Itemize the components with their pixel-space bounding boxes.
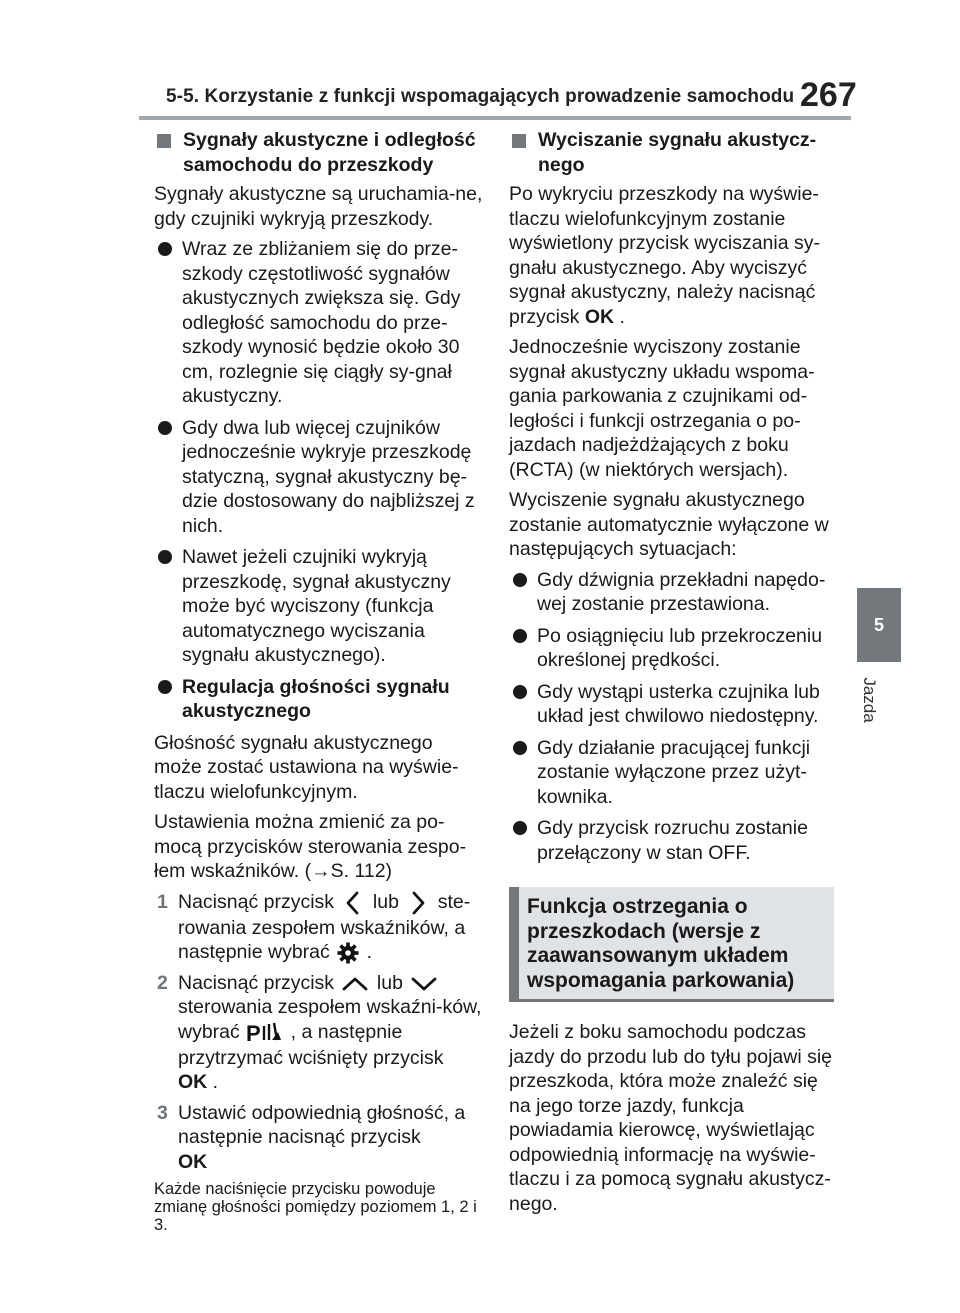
square-bullet-icon: [157, 134, 171, 148]
bullet-dot-icon: [513, 685, 527, 699]
page-number: 267: [800, 76, 857, 114]
square-bullet-icon: [512, 134, 526, 148]
paragraph: Ustawienia można zmienić za po-mocą przycisków sterowania zespo-łem wskaźników. (→S. 112): [154, 811, 467, 882]
bullet-dot-icon: [158, 550, 172, 564]
bullet-item: Wraz ze zbliżaniem się do prze-szkody częstotliwość sygnałów akustycznych zwiększa się. Gdy odległość samochodu do prze-szkody wynosić będzie około 30 cm, rozlegnie się ciągły sy-gnał akustyczny.: [154, 237, 484, 409]
bullet-item: Nawet jeżeli czujniki wykryją przeszkodę, sygnał akustyczny może być wyciszony (funkcja automatycznego wyciszania sygnału akustycznego).: [154, 545, 484, 668]
bullet-dot-icon: [158, 421, 172, 435]
step-number: 3: [157, 1101, 168, 1124]
bullet-item: Po osiągnięciu lub przekroczeniu określonej prędkości.: [509, 624, 834, 673]
bullet-item: Gdy wystąpi usterka czujnika lub układ jest chwilowo niedostępny.: [509, 680, 834, 729]
bullet-item: Gdy działanie pracującej funkcji zostanie wyłączone przez użyt-kownika.: [509, 736, 834, 810]
step-number: 2: [157, 971, 168, 994]
step-2: 2 Nacisnąć przycisk lub sterowania zespołem wskaźni-ków, wybrać P , a następnie przytrzymać wciśnięty przycisk OK .: [154, 971, 484, 1095]
ok-button-icon: OK: [584, 305, 615, 328]
left-column: [154, 128, 484, 1234]
bullet-dot-icon: [158, 680, 172, 694]
bullet-heading-volume: Regulacja głośności sygnału akustycznego: [154, 675, 484, 724]
paragraph: Sygnały akustyczne są uruchamia-ne, gdy czujniki wykryją przeszkody.: [154, 183, 483, 230]
bullet-item: Gdy dwa lub więcej czujników jednocześnie wykryje przeszkodę statyczną, sygnał akustyczny bę-dzie dostosowany do najbliższej z nich.: [154, 416, 484, 539]
bullet-item: Gdy przycisk rozruchu zostanie przełączony w stan OFF.: [509, 816, 834, 865]
chevron-down-icon: [408, 973, 440, 995]
page-header-title: 5-5. Korzystanie z funkcji wspomagających prowadzenie samochodu: [166, 86, 795, 107]
chevron-left-icon: [339, 890, 367, 916]
header-divider: [139, 116, 851, 120]
ok-button-icon: OK: [178, 1150, 208, 1173]
note-text: Każde naciśnięcie przycisku powoduje zmianę głośności pomiędzy poziomem 1, 2 i 3.: [154, 1180, 477, 1235]
step-number: 1: [157, 890, 168, 913]
paragraph: Jeżeli z boku samochodu podczas jazdy do przodu lub do tyłu pojawi się przeszkoda, która może znaleźć się na jego torze jazdy, funkcja powiadamia kierowcę, wyświetlając odpowiednią informację na wyświe-tlaczu i za pomocą sygnału akustycz-nego.: [509, 1021, 833, 1215]
svg-text:P: P: [246, 1020, 261, 1046]
bullet-dot-icon: [513, 741, 527, 755]
section-heading-sound-signals: Sygnały akustyczne i odległość samochodu do przeszkody: [154, 128, 484, 177]
bullet-dot-icon: [513, 573, 527, 587]
bullet-dot-icon: [513, 629, 527, 643]
section-heading-mute: Wyciszanie sygnału akustycz-nego: [509, 128, 834, 177]
chapter-tab: 5: [857, 588, 901, 662]
paragraph: Wyciszenie sygnału akustycznego zostanie automatycznie wyłączone w następujących sytuacjach:: [509, 489, 829, 560]
bullet-dot-icon: [158, 242, 172, 256]
step-3: 3 Ustawić odpowiednią głośność, a następnie nacisnąć przycisk OK: [154, 1101, 484, 1175]
chapter-label: Jazda: [860, 677, 879, 723]
chevron-right-icon: [404, 890, 432, 916]
chevron-up-icon: [339, 973, 371, 995]
section-box-heading: Funkcja ostrzegania o przeszkodach (wersje z zaawansowanym układem wspomagania parkowania): [509, 887, 834, 1002]
parking-sensor-icon: [245, 1020, 285, 1046]
gear-icon: [335, 941, 361, 965]
right-column: [509, 128, 834, 1222]
paragraph: Głośność sygnału akustycznego może zostać ustawiona na wyświe-tlaczu wielofunkcyjnym.: [154, 731, 459, 803]
paragraph: Jednocześnie wyciszony zostanie sygnał akustyczny układu wspoma-gania parkowania z czujnikami od-ległości i funkcji ostrzegania o po-jazdach nadjeżdżających z boku (RCTA) (w niektórych wersjach).: [509, 336, 815, 481]
paragraph: Po wykryciu przeszkody na wyświe-tlaczu wielofunkcyjnym zostanie wyświetlony przycisk wyciszania sy-gnału akustycznego. Aby wyciszyć sygnał akustyczny, należy nacisnąć przycisk OK .: [509, 183, 820, 328]
bullet-item: Gdy dźwignia przekładni napędo-wej zostanie przestawiona.: [509, 568, 834, 617]
step-1: 1 Nacisnąć przycisk lub ste-rowania zespołem wskaźników, a następnie wybrać .: [154, 890, 484, 965]
bullet-dot-icon: [513, 821, 527, 835]
ok-button-icon: OK: [178, 1071, 208, 1094]
